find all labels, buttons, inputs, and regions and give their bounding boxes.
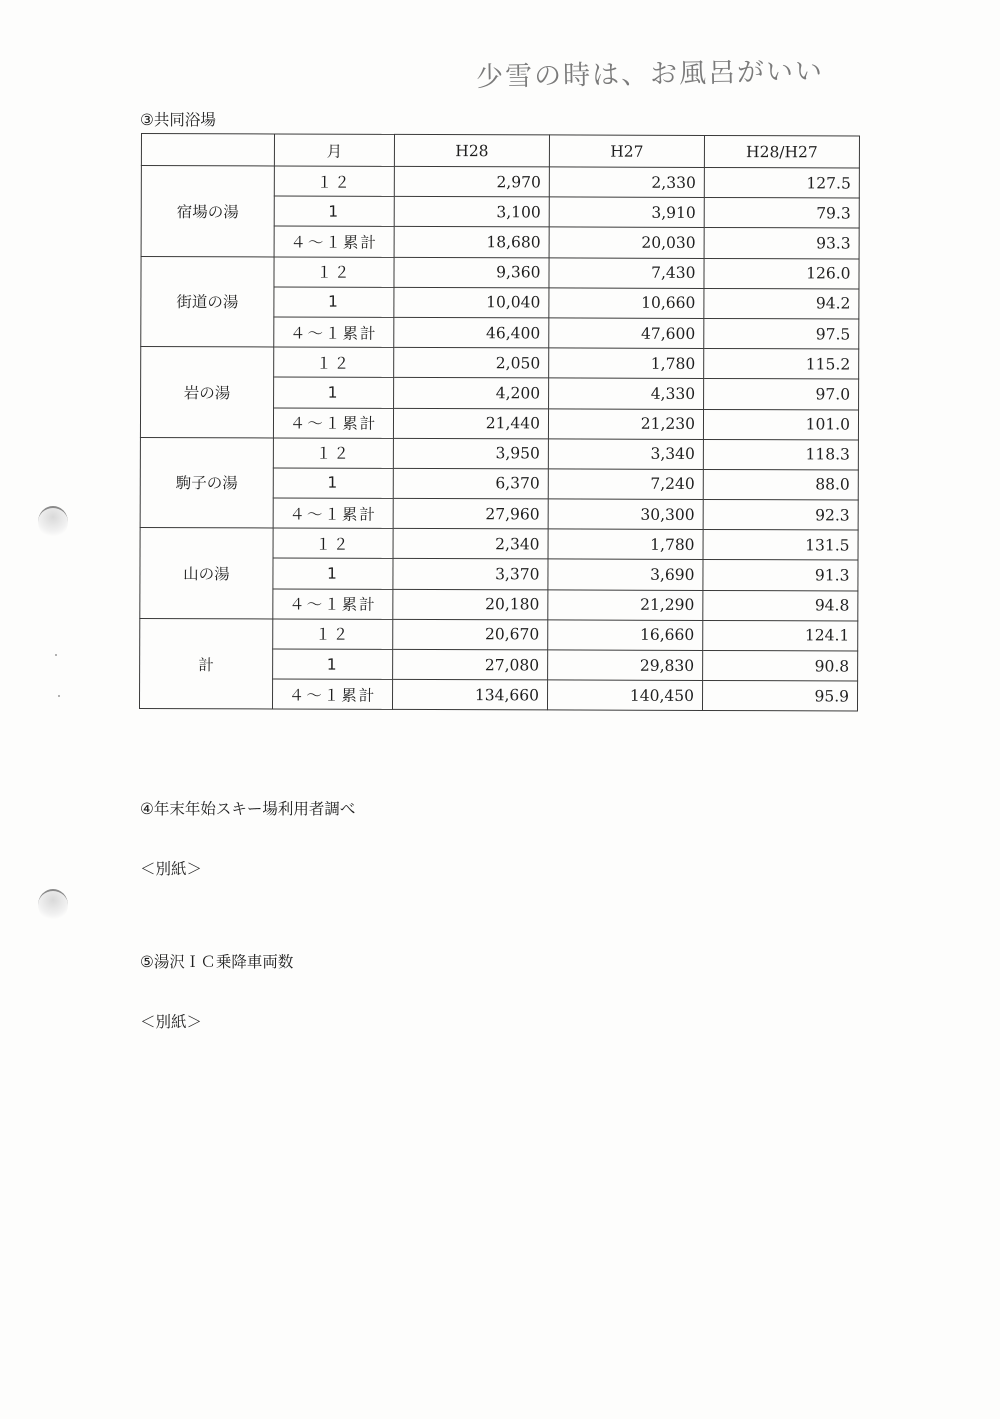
facility-name: 山の湯 [140,528,273,619]
h28-value: 3,100 [394,197,549,228]
section-5-attachment-note: ＜別紙＞ [140,1013,203,1031]
header-month: 月 [274,134,394,166]
punch-hole [38,889,68,921]
h28-value: 2,340 [393,529,548,560]
ratio-value: 101.0 [703,409,858,440]
h27-value: 7,240 [548,469,703,500]
ratio-value: 126.0 [704,258,859,289]
h27-value: 10,660 [549,288,704,319]
h28-value: 2,970 [394,166,549,197]
h27-value: 4,330 [549,378,704,409]
h27-value: 29,830 [548,650,703,681]
month-cell: ４～１累計 [273,407,393,438]
month-cell: ４～１累計 [272,679,392,710]
h28-value: 27,080 [393,649,548,680]
month-cell: ４～１累計 [274,226,394,257]
ratio-value: 79.3 [704,198,859,229]
table-row [141,166,859,199]
section-4-title: ④年末年始スキー場利用者調べ [140,800,356,818]
table-row [140,618,858,651]
h28-value: 4,200 [394,378,549,409]
public-bath-table [139,133,860,712]
table-row [141,347,859,380]
month-cell: １２ [273,528,393,559]
ratio-value: 94.2 [704,288,859,319]
h28-value: 6,370 [393,468,548,499]
h27-value: 47,600 [549,318,704,349]
h28-value: 18,680 [394,227,549,258]
h28-value: 2,050 [394,348,549,379]
ratio-value: 93.3 [704,228,859,259]
h28-value: 10,040 [394,287,549,318]
month-cell: １２ [273,438,393,469]
table-header-row [141,134,859,169]
month-cell: １２ [274,257,394,288]
month-cell: 1 [274,377,394,408]
h27-value: 7,430 [549,257,704,288]
h28-value: 134,660 [392,680,547,711]
month-cell: 1 [274,196,394,227]
ratio-value: 97.5 [704,318,859,349]
ratio-value: 124.1 [703,620,858,651]
month-cell: 1 [274,287,394,318]
h27-value: 1,780 [549,348,704,379]
month-cell: 1 [273,649,393,680]
scan-speck [55,654,57,656]
scan-speck [58,695,60,697]
h28-value: 27,960 [393,498,548,529]
punch-hole [38,506,68,538]
month-cell: １２ [274,347,394,378]
h27-value: 3,340 [548,439,703,470]
month-cell: 1 [273,558,393,589]
ratio-value: 95.9 [702,681,857,712]
section-4-attachment-note: ＜別紙＞ [140,860,203,878]
table-row [140,437,858,470]
ratio-value: 115.2 [704,349,859,380]
header-h27: H27 [549,135,704,168]
month-cell: 1 [273,468,393,499]
table-row [141,256,859,289]
h27-value: 3,690 [548,559,703,590]
ratio-value: 127.5 [704,167,859,198]
facility-name: 岩の湯 [140,347,273,438]
h28-value: 20,180 [393,589,548,620]
facility-name: 計 [139,618,272,709]
h27-value: 2,330 [549,167,704,198]
ratio-value: 118.3 [703,439,858,470]
section-5-title: ⑤湯沢ＩＣ乗降車両数 [140,953,294,971]
month-cell: ４～１累計 [273,498,393,529]
h27-value: 140,450 [547,680,702,711]
ratio-value: 92.3 [703,500,858,531]
handwritten-note: 少雪の時は、お風呂がいい [475,55,825,94]
ratio-value: 90.8 [703,650,858,681]
h28-value: 9,360 [394,257,549,288]
h27-value: 21,230 [548,408,703,439]
header-ratio: H28/H27 [704,135,859,168]
h28-value: 46,400 [394,317,549,348]
facility-name: 街道の湯 [141,256,274,347]
month-cell: １２ [274,166,394,197]
month-cell: １２ [273,619,393,650]
ratio-value: 131.5 [703,530,858,561]
h27-value: 16,660 [548,620,703,651]
header-h28: H28 [394,134,549,167]
table-row [140,528,858,561]
h27-value: 1,780 [548,529,703,560]
h27-value: 20,030 [549,227,704,258]
h28-value: 3,950 [393,438,548,469]
ratio-value: 97.0 [704,379,859,410]
month-cell: ４～１累計 [274,317,394,348]
facility-name: 宿場の湯 [141,166,274,257]
header-facility [141,134,274,166]
h28-value: 21,440 [393,408,548,439]
h28-value: 20,670 [393,619,548,650]
h27-value: 21,290 [548,590,703,621]
ratio-value: 91.3 [703,560,858,591]
section-3-title: ③共同浴場 [140,111,216,129]
h27-value: 30,300 [548,499,703,530]
month-cell: ４～１累計 [273,589,393,620]
ratio-value: 94.8 [703,590,858,621]
ratio-value: 88.0 [703,469,858,500]
h27-value: 3,910 [549,197,704,228]
facility-name: 駒子の湯 [140,437,273,528]
h28-value: 3,370 [393,559,548,590]
